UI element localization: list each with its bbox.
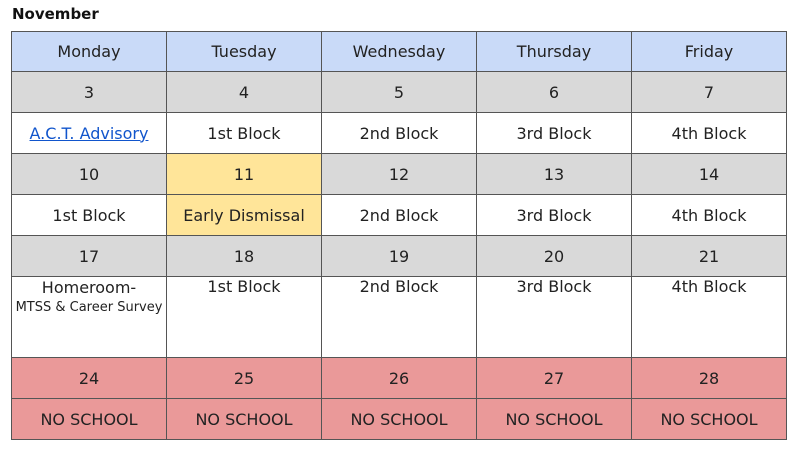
activity-cell: 3rd Block (477, 195, 632, 236)
day-header-row (12, 32, 787, 72)
activity-row (12, 113, 787, 154)
date-cell: 19 (322, 236, 477, 277)
date-cell: 10 (12, 154, 167, 195)
act-advisory-link[interactable]: A.C.T. Advisory (29, 123, 149, 143)
date-cell: 12 (322, 154, 477, 195)
activity-cell: 2nd Block (322, 195, 477, 236)
activity-cell (12, 113, 167, 154)
no-school-cell: NO SCHOOL (12, 399, 167, 440)
no-school-cell: NO SCHOOL (322, 399, 477, 440)
page-title: November (12, 5, 99, 23)
date-cell: 4 (167, 72, 322, 113)
date-cell: 3 (12, 72, 167, 113)
date-row (12, 154, 787, 195)
day-header-monday: Monday (12, 32, 167, 72)
date-cell: 6 (477, 72, 632, 113)
activity-cell-early-dismissal: Early Dismissal (167, 195, 322, 236)
day-header-tuesday: Tuesday (167, 32, 322, 72)
activity-cell: 4th Block (632, 277, 787, 358)
activity-row (12, 277, 787, 358)
homeroom-sub-label: MTSS & Career Survey (15, 300, 163, 315)
date-cell: 27 (477, 358, 632, 399)
day-header-thursday: Thursday (477, 32, 632, 72)
date-cell: 26 (322, 358, 477, 399)
date-cell: 13 (477, 154, 632, 195)
activity-cell: 1st Block (12, 195, 167, 236)
calendar-table (11, 31, 787, 440)
date-row-no-school (12, 358, 787, 399)
date-cell: 5 (322, 72, 477, 113)
date-cell: 21 (632, 236, 787, 277)
activity-cell: 4th Block (632, 113, 787, 154)
date-cell: 20 (477, 236, 632, 277)
date-cell: 7 (632, 72, 787, 113)
day-header-wednesday: Wednesday (322, 32, 477, 72)
date-cell: 28 (632, 358, 787, 399)
activity-cell: 4th Block (632, 195, 787, 236)
activity-cell: 2nd Block (322, 113, 477, 154)
no-school-cell: NO SCHOOL (477, 399, 632, 440)
activity-cell: 2nd Block (322, 277, 477, 358)
activity-cell: 1st Block (167, 277, 322, 358)
activity-cell: 3rd Block (477, 113, 632, 154)
no-school-cell: NO SCHOOL (167, 399, 322, 440)
activity-cell-homeroom (12, 277, 167, 358)
no-school-cell: NO SCHOOL (632, 399, 787, 440)
date-cell: 18 (167, 236, 322, 277)
date-cell-highlighted: 11 (167, 154, 322, 195)
activity-row (12, 195, 787, 236)
date-cell: 24 (12, 358, 167, 399)
date-cell: 14 (632, 154, 787, 195)
homeroom-label: Homeroom- (41, 278, 137, 297)
activity-row-no-school (12, 399, 787, 440)
day-header-friday: Friday (632, 32, 787, 72)
activity-cell: 3rd Block (477, 277, 632, 358)
date-row (12, 72, 787, 113)
date-cell: 25 (167, 358, 322, 399)
date-row (12, 236, 787, 277)
activity-cell: 1st Block (167, 113, 322, 154)
date-cell: 17 (12, 236, 167, 277)
